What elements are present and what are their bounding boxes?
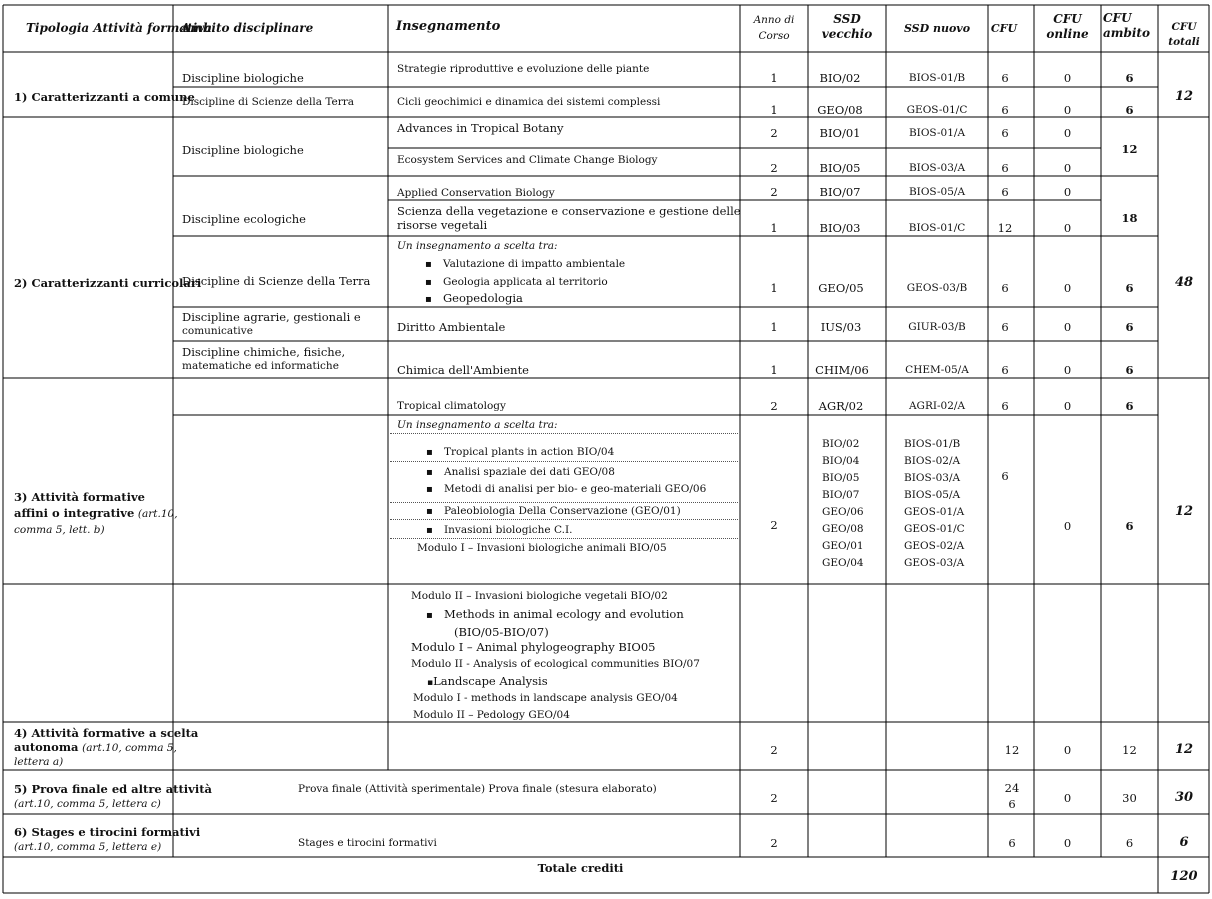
- cfu-cell: 6: [1001, 185, 1009, 199]
- ins-ecosystem: Ecosystem Services and Climate Change Biology: [397, 154, 658, 166]
- online-cell: 0: [1063, 221, 1072, 235]
- sec2-ambito-terra: Discipline di Scienze della Terra: [182, 274, 371, 288]
- ssd-old-cell: BIO/07: [819, 185, 861, 199]
- ssd-new-cell: AGRI-02/A: [908, 400, 966, 412]
- header-anno: Anno di Corso: [753, 14, 795, 42]
- online-cell: 0: [1063, 791, 1072, 805]
- ssd-new-cell: BIOS-01/C: [908, 222, 966, 234]
- cfu-cell: 6: [1001, 320, 1009, 334]
- modulo-phylogeography: Modulo I – Animal phylogeography BIO05: [411, 640, 656, 654]
- sec4-totale: 12: [1174, 742, 1194, 757]
- ssd-old-cell: BIO/02: [819, 71, 861, 85]
- sec5-totale: 30: [1174, 790, 1194, 805]
- online-cell: 0: [1063, 363, 1072, 377]
- sec1-ambito-terra: Discipline di Scienze della Terra: [182, 96, 355, 108]
- option-invasioni: ▪ Invasioni biologiche C.I.: [426, 523, 572, 538]
- header-cfu-totali: CFU totali: [1168, 21, 1200, 48]
- anno-cell: 2: [770, 161, 778, 175]
- anno-cell: 2: [770, 518, 778, 532]
- ssd-old-cell: BIO/01: [819, 126, 861, 140]
- ssd-new-cell: GIUR-03/B: [908, 321, 966, 333]
- online-cell: 0: [1063, 71, 1072, 85]
- cfu-cell: 6: [1008, 836, 1016, 850]
- header-ssd-nuovo: SSD nuovo: [903, 22, 971, 35]
- separator: [390, 433, 738, 434]
- anno-cell: 1: [770, 221, 778, 235]
- option-valutazione: ▪ Valutazione di impatto ambientale: [425, 257, 625, 272]
- sec2-bio-cfu: 12: [1121, 142, 1138, 156]
- sec3-tipologia: 3) Attività formative affini o integrative (art.10, comma 5, lett. b): [14, 490, 178, 536]
- online-cell: 0: [1063, 399, 1072, 413]
- ins-chimica: Chimica dell'Ambiente: [397, 363, 529, 377]
- anno-cell: 2: [770, 743, 778, 757]
- anno-cell: 1: [770, 281, 778, 295]
- ssd-old-cell: BIO/05: [819, 161, 861, 175]
- online-cell: 0: [1063, 281, 1072, 295]
- separator: [390, 461, 738, 462]
- anno-cell: 1: [770, 71, 778, 85]
- option-landscape: ▪Landscape Analysis: [427, 674, 548, 688]
- scelta3-intro: Un insegnamento a scelta tra:: [397, 419, 558, 431]
- online-cell: 0: [1063, 161, 1072, 175]
- separator: [390, 502, 738, 503]
- online-cell: 0: [1063, 743, 1072, 757]
- sec2-ambito-bio: Discipline biologiche: [182, 143, 304, 157]
- header-ssd-vecchio: SSD vecchio: [821, 12, 873, 41]
- ins-advances: Advances in Tropical Botany: [397, 121, 564, 135]
- ssd-new-list: BIOS-01/B BIOS-02/A BIOS-03/A BIOS-05/A GEOS-01/A GEOS-01/C GEOS-02/A GEOS-03/A: [904, 438, 965, 569]
- option-methods-animal: ▪ Methods in animal ecology and evolution (BIO/05-BIO/07): [426, 606, 684, 640]
- option-paleobiologia: ▪ Paleobiologia Della Conservazione (GEO/01): [426, 504, 681, 519]
- modulo-landscape-methods: Modulo I - methods in landscape analysis GEO/04: [413, 692, 678, 704]
- cfu-cell: 6: [1001, 103, 1009, 117]
- online-cell: 0: [1063, 185, 1072, 199]
- totale-value: 120: [1170, 869, 1198, 884]
- ssd-old-cell: AGR/02: [818, 399, 864, 413]
- online-cell: 0: [1063, 103, 1072, 117]
- modulo-invasioni-animali: Modulo I – Invasioni biologiche animali BIO/05: [417, 542, 667, 554]
- header-cfu-online: CFU online: [1046, 12, 1089, 41]
- ssd-old-cell: GEO/05: [818, 281, 864, 295]
- ambito-cfu-cell: 12: [1122, 743, 1137, 757]
- ssd-new-cell: BIOS-01/B: [908, 72, 966, 84]
- sec6-totale: 6: [1179, 835, 1189, 850]
- header-ambito: Ambito disciplinare: [181, 21, 314, 35]
- ssd-new-cell: GEOS-03/B: [906, 282, 968, 294]
- online-cell: 0: [1063, 836, 1072, 850]
- separator: [390, 519, 738, 520]
- ambito-cfu-cell: 6: [1125, 363, 1134, 377]
- sec2-ambito-eco: Discipline ecologiche: [182, 212, 306, 226]
- ambito-cfu-cell: 6: [1125, 519, 1134, 533]
- cfu-cell: 6: [1001, 363, 1009, 377]
- ambito-cfu-cell: 6: [1125, 281, 1134, 295]
- option-analisi-spaziale: ▪ Analisi spaziale dei dati GEO/08: [426, 465, 615, 480]
- ambito-cfu-cell: 6: [1125, 71, 1134, 85]
- anno-cell: 2: [770, 791, 778, 805]
- anno-cell: 2: [770, 399, 778, 413]
- ambito-cfu-cell: 30: [1122, 791, 1137, 805]
- ssd-old-cell: IUS/03: [820, 320, 862, 334]
- sec2-eco-cfu: 18: [1121, 211, 1138, 225]
- ssd-old-cell: GEO/08: [817, 103, 863, 117]
- cfu-cell: 6: [1001, 161, 1009, 175]
- header-cfu: CFU: [990, 22, 1018, 35]
- sec1-totale: 12: [1174, 89, 1194, 104]
- ssd-new-cell: CHEM-05/A: [905, 364, 969, 376]
- ssd-old-list: BIO/02 BIO/04 BIO/05 BIO/07 GEO/06 GEO/08 GEO/01 GEO/04: [822, 438, 864, 569]
- header-cfu-ambito: CFU ambito: [1103, 11, 1150, 40]
- ssd-new-cell: BIOS-05/A: [908, 186, 966, 198]
- ambito-cfu-cell: 6: [1125, 103, 1134, 117]
- sec1-ins-strategie: Strategie riproduttive e evoluzione delle piante: [397, 63, 650, 75]
- ssd-old-cell: BIO/03: [819, 221, 861, 235]
- option-geopedologia: ▪ Geopedologia: [425, 291, 523, 307]
- online-cell: 0: [1063, 519, 1072, 533]
- ins-climatology: Tropical climatology: [397, 400, 506, 412]
- sec3-totale: 12: [1174, 504, 1194, 519]
- scelta-intro: Un insegnamento a scelta tra:: [397, 240, 558, 252]
- cfu-cell: 6: [1001, 71, 1009, 85]
- sec2-ambito-agrarie: Discipline agrarie, gestionali e comunicative: [182, 310, 361, 337]
- totale-label: Totale crediti: [537, 861, 624, 875]
- cfu-cell: 24 6: [1004, 781, 1020, 811]
- option-metodi-analisi: ▪ Metodi di analisi per bio- e geo-materiali GEO/06: [426, 482, 706, 497]
- anno-cell: 2: [770, 185, 778, 199]
- cfu-cell: 6: [1001, 469, 1009, 483]
- anno-cell: 1: [770, 320, 778, 334]
- online-cell: 0: [1063, 320, 1072, 334]
- ins-diritto: Diritto Ambientale: [397, 320, 506, 334]
- anno-cell: 1: [770, 363, 778, 377]
- cfu-cell: 12: [1004, 743, 1020, 757]
- sec6-tipologia: 6) Stages e tirocini formativi (art.10, comma 5, lettera e): [14, 825, 201, 853]
- anno-cell: 2: [770, 126, 778, 140]
- separator: [390, 538, 738, 539]
- option-tropical-plants: ▪ Tropical plants in action BIO/04: [426, 445, 614, 460]
- online-cell: 0: [1063, 126, 1072, 140]
- ssd-new-cell: GEOS-01/C: [906, 104, 968, 116]
- ambito-cfu-cell: 6: [1125, 399, 1134, 413]
- cfu-cell: 6: [1001, 126, 1009, 140]
- sec2-totale: 48: [1174, 275, 1194, 290]
- anno-cell: 1: [770, 103, 778, 117]
- header-tipologia: Tipologia Attività formativa: [26, 21, 212, 35]
- ins-prova-finale: Prova finale (Attività sperimentale) Prova finale (stesura elaborato): [298, 783, 657, 795]
- ambito-cfu-cell: 6: [1125, 836, 1134, 850]
- ins-applied-conservation: Applied Conservation Biology: [397, 187, 555, 199]
- option-geologia: ▪ Geologia applicata al territorio: [425, 275, 608, 290]
- ssd-old-cell: CHIM/06: [815, 363, 869, 377]
- sec2-ambito-chim: Discipline chimiche, fisiche, matematiche ed informatiche: [182, 345, 346, 372]
- sec5-tipologia: 5) Prova finale ed altre attività (art.10, comma 5, lettera c): [14, 782, 212, 810]
- sec1-tipologia: 1) Caratterizzanti a comune: [14, 90, 195, 104]
- cfu-cell: 12: [997, 221, 1013, 235]
- sec1-ins-cicli: Cicli geochimici e dinamica dei sistemi complessi: [397, 96, 661, 108]
- ssd-new-cell: BIOS-01/A: [908, 127, 966, 139]
- header-insegnamento: Insegnamento: [396, 19, 501, 34]
- modulo-pedology: Modulo II – Pedology GEO/04: [413, 709, 570, 721]
- ambito-cfu-cell: 6: [1125, 320, 1134, 334]
- sec2-tipologia: 2) Caratterizzanti curricolari: [14, 276, 202, 290]
- ins-scienza-vegetazione: Scienza della vegetazione e conservazione e gestione delle risorse vegetali: [397, 204, 741, 232]
- ssd-new-cell: BIOS-03/A: [908, 162, 966, 174]
- anno-cell: 2: [770, 836, 778, 850]
- sec4-tipologia: 4) Attività formative a scelta autonoma (art.10, comma 5, lettera a): [14, 726, 199, 768]
- cfu-cell: 6: [1001, 399, 1009, 413]
- modulo-communities: Modulo II - Analysis of ecological communities BIO/07: [411, 658, 700, 670]
- sec1-ambito-bio: Discipline biologiche: [182, 71, 304, 85]
- ins-stages: Stages e tirocini formativi: [298, 837, 437, 849]
- cfu-cell: 6: [1001, 281, 1009, 295]
- modulo-invasioni-vegetali: Modulo II – Invasioni biologiche vegetali BIO/02: [411, 590, 668, 602]
